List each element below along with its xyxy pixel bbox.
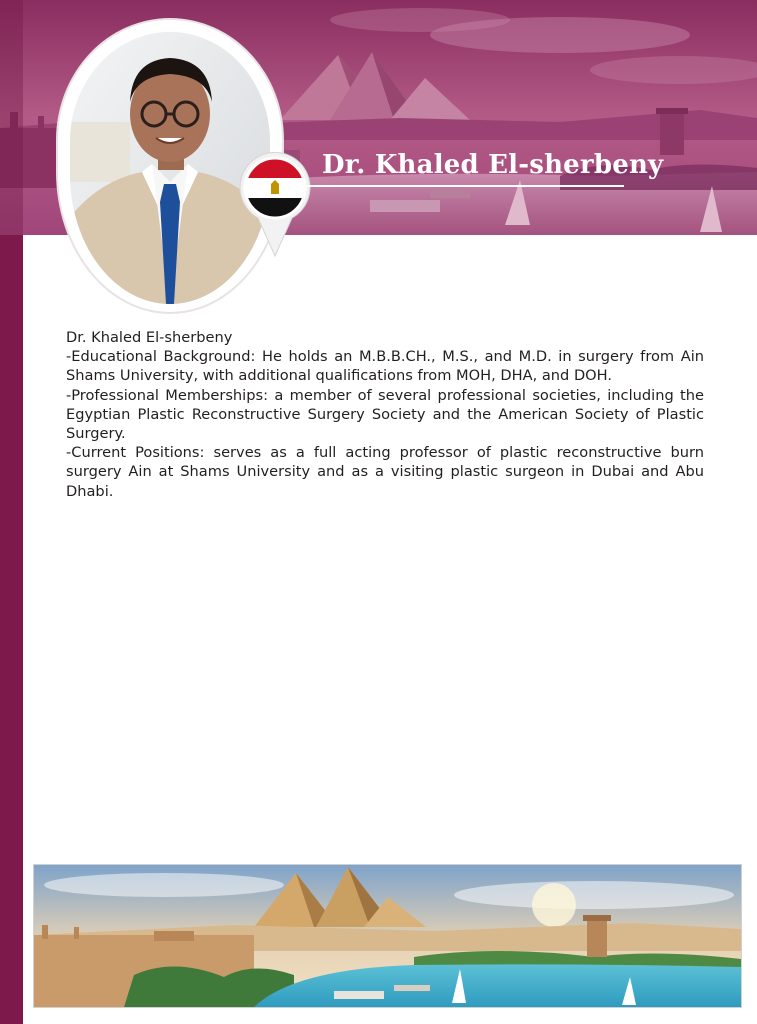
banner-left-shade — [0, 0, 23, 235]
bio-section — [66, 328, 704, 501]
footer-panorama — [33, 864, 742, 1008]
left-accent-stripe — [0, 235, 23, 1024]
doctor-name-heading: Dr. Khaled El-sherbeny — [322, 150, 664, 180]
bio-name: Dr. Khaled El-sherbeny — [66, 329, 233, 346]
egypt-flag-pin-icon — [238, 152, 312, 258]
footer-landscape-image — [34, 865, 741, 1007]
name-underline — [306, 185, 624, 187]
bio-memberships: -Professional Memberships: a member of several professional societies, including the Egyptian Plastic Reconstructive Surgery Society and the American Society of Plastic Surgery. — [66, 386, 704, 443]
bio-positions: -Current Positions: serves as a full acting professor of plastic reconstructive burn surgery Ain at Shams University and as a visiting plastic surgeon in Dubai and Abu Dhabi. — [66, 444, 704, 500]
bio-education: -Educational Background: He holds an M.B.B.CH., M.S., and M.D. in surgery from Ain Shams University, with additional qualifications from MOH, DHA, and DOH. — [66, 348, 704, 385]
